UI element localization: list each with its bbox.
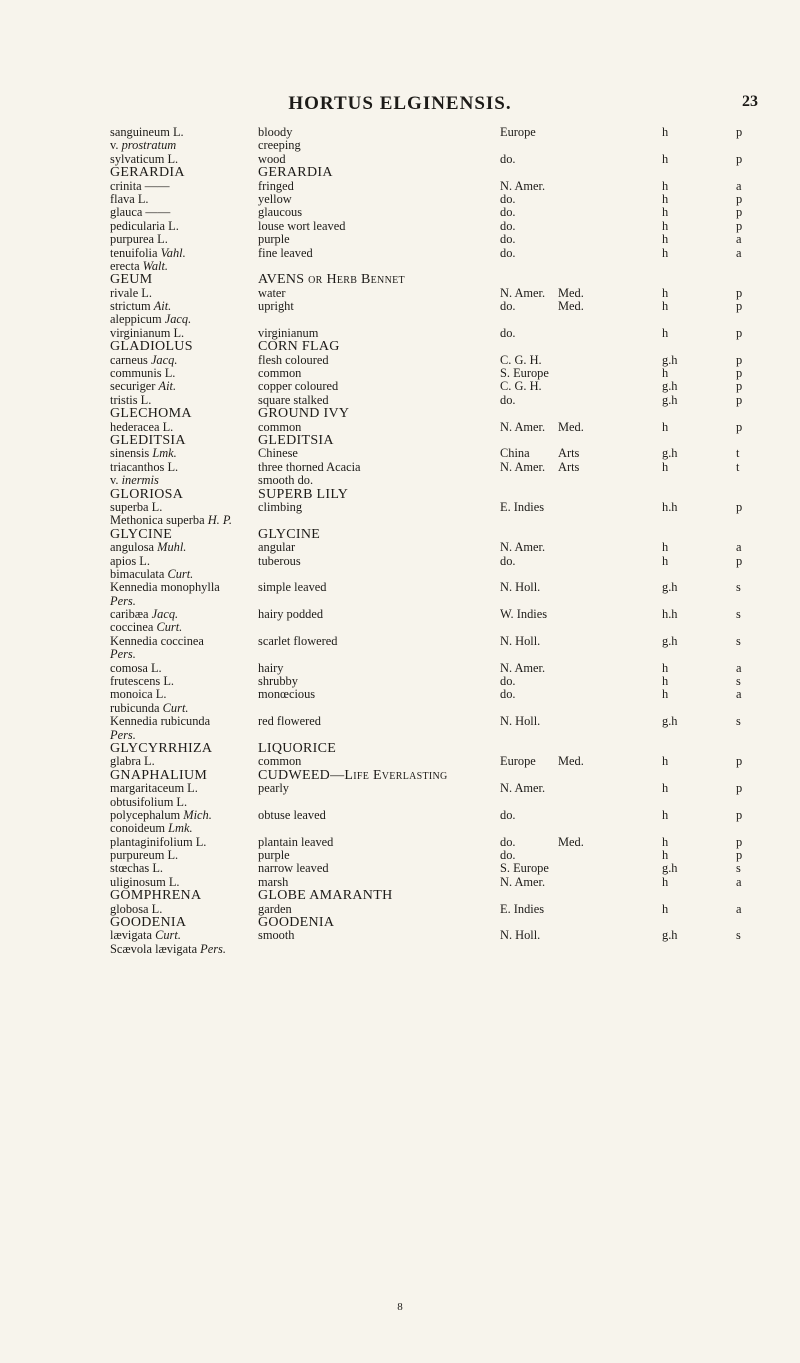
cell-c4: h [662,834,669,849]
table-row [0,260,800,273]
cell-c2: N. Holl. [500,633,541,648]
cell-c1: narrow leaved [258,861,329,876]
cell-c5: p [736,366,743,381]
cell-c5: p [736,834,743,849]
page-title: HORTUS ELGINENSIS. [288,93,512,114]
table-row [0,233,800,246]
table-row [0,943,800,956]
cell-c4: h [662,874,669,889]
cell-c2: N. Amer. [500,781,546,796]
table-row [0,608,800,621]
table-row [0,354,800,367]
cell-c1: angular [258,540,296,555]
cell-c0: GLYCINE [110,526,173,542]
cell-c2: Europe [500,125,536,139]
table-row [0,541,800,554]
cell-c0: rubicunda Curt. [110,700,189,715]
cell-c3: Med. [558,285,584,300]
cell-c2: N. Amer. [500,459,546,474]
cell-c4: g.h [662,352,678,367]
cell-c1: purple [258,848,290,863]
cell-c2: C. G. H. [500,352,542,367]
table-row [0,916,800,929]
cell-c0: carneus Jacq. [110,352,178,367]
cell-c1: louse wort leaved [258,218,346,233]
table-row [0,514,800,527]
cell-c0: securiger Ait. [110,379,177,394]
signature-mark: 8 [397,1301,403,1313]
cell-c2: N. Holl. [500,580,541,595]
cell-c4: h [662,754,669,769]
cell-c0: Pers. [110,647,136,662]
cell-c0: Pers. [110,593,136,608]
table-row [0,929,800,942]
cell-c0: apios L. [110,553,150,568]
cell-c1: copper coloured [258,379,339,394]
cell-c1: square stalked [258,392,329,407]
cell-c4: h [662,325,669,340]
cell-c0: rivale L. [110,285,152,300]
table-row [0,287,800,300]
cell-c4: h [662,299,669,314]
cell-c2: C. G. H. [500,379,542,394]
cell-c4: g.h [662,928,678,943]
cell-c0: plantaginifolium L. [110,834,207,849]
cell-c0: hederacea L. [110,419,174,434]
cell-c5: s [736,714,741,729]
cell-c5: p [736,205,743,220]
cell-c2: N. Amer. [500,419,546,434]
cell-c0: Methonica superba H. P. [110,513,232,528]
table-row [0,220,800,233]
cell-c0: GOMPHRENA [110,888,202,904]
cell-c0: uliginosum L. [110,874,180,889]
cell-c0: GLADIOLUS [110,339,193,355]
cell-c5: p [736,754,743,769]
cell-c1: tuberous [258,553,301,568]
cell-c5: p [736,553,743,568]
table-row [0,180,800,193]
cell-c2: do. [500,299,516,314]
cell-c0: GLEDITSIA [110,432,186,448]
table-row [0,675,800,688]
table-row [0,247,800,260]
cell-c4: h [662,366,669,381]
cell-c0: stœchas L. [110,861,163,876]
table-row [0,166,800,179]
cell-c5: a [736,660,742,675]
cell-c1: virginianum [258,325,319,340]
cell-c0: GEUM [110,272,153,288]
cell-c0: communis L. [110,366,176,381]
cell-c1: smooth [258,928,295,943]
cell-c5: a [736,901,742,916]
cell-c4: h [662,191,669,206]
cell-c4: h [662,178,669,193]
cell-c0: conoideum Lmk. [110,821,193,836]
cell-c5: p [736,392,743,407]
cell-c2: W. Indies [500,607,548,622]
cell-c1: fringed [258,178,294,193]
cell-c5: s [736,861,741,876]
cell-c5: p [736,807,743,822]
table-row [0,327,800,340]
table-row [0,501,800,514]
cell-c0: erecta Walt. [110,258,169,273]
cell-c4: h [662,218,669,233]
cell-c1: obtuse leaved [258,807,326,822]
cell-c1: water [258,285,286,300]
cell-c4: h [662,245,669,260]
cell-c1: climbing [258,499,303,514]
cell-c4: h [662,205,669,220]
cell-c4: g.h [662,392,678,407]
cell-c1: shrubby [258,674,298,689]
table-row [0,126,800,139]
cell-c1: SUPERB LILY [258,486,349,502]
table-row [0,193,800,206]
table-row [0,206,800,219]
cell-c4: g.h [662,446,678,461]
cell-c1: GLEDITSIA [258,432,334,448]
table-row [0,461,800,474]
cell-c5: a [736,540,742,555]
cell-c2: do. [500,325,516,340]
cell-c4: h.h [662,499,678,514]
cell-c0: polycephalum Mich. [110,807,212,822]
cell-c0: glauca —— [110,205,171,220]
cell-c3: Med. [558,834,584,849]
cell-c4: h [662,807,669,822]
cell-c1: monœcious [258,687,316,702]
cell-c0: Scævola lævigata Pers. [110,941,226,956]
table-row [0,340,800,353]
cell-c5: s [736,580,741,595]
table-row [0,139,800,152]
table-row [0,862,800,875]
cell-c1: GLOBE AMARANTH [258,888,393,904]
cell-c2: do. [500,218,516,233]
cell-c0: GLECHOMA [110,406,192,422]
cell-c0: pedicularia L. [110,218,179,233]
cell-c5: s [736,607,741,622]
cell-c4: h [662,285,669,300]
cell-c1: marsh [258,874,289,889]
cell-c2: Europe [500,754,536,769]
cell-c1: simple leaved [258,580,327,595]
cell-c1: plantain leaved [258,834,334,849]
cell-c2: N. Amer. [500,660,546,675]
cell-c5: p [736,781,743,796]
table-row [0,153,800,166]
cell-c5: s [736,633,741,648]
cell-c2: do. [500,834,516,849]
cell-c0: GLYCYRRHIZA [110,740,213,756]
cell-c2: S. Europe [500,366,549,381]
cell-c1: common [258,754,302,769]
cell-c4: h [662,125,669,139]
cell-c2: do. [500,392,516,407]
table-row [0,729,800,742]
cell-c5: p [736,299,743,314]
cell-c0: margaritaceum L. [110,781,198,796]
cell-c0: tristis L. [110,392,152,407]
cell-c1: GERARDIA [258,165,333,181]
cell-c4: h [662,419,669,434]
cell-c0: angulosa Muhl. [110,540,187,555]
cell-c1: wood [258,151,286,166]
cell-c1: hairy podded [258,607,324,622]
cell-c1: yellow [258,191,292,206]
cell-c4: h [662,459,669,474]
cell-c5: p [736,379,743,394]
catalogue-table [0,126,800,956]
cell-c5: t [736,446,740,461]
cell-c0: Kennedia monophylla [110,580,220,595]
cell-c5: p [736,325,743,340]
cell-c1: common [258,419,302,434]
cell-c2: do. [500,674,516,689]
cell-c0: glabra L. [110,754,155,769]
table-row [0,849,800,862]
cell-c2: do. [500,205,516,220]
table-row [0,769,800,782]
cell-c5: p [736,125,743,139]
table-row [0,621,800,634]
cell-c5: s [736,674,741,689]
cell-c1: purple [258,232,290,247]
cell-c1: GLYCINE [258,526,321,542]
cell-c0: bimaculata Curt. [110,566,194,581]
cell-c4: g.h [662,379,678,394]
cell-c2: N. Amer. [500,178,546,193]
cell-c1: GOODENIA [258,915,335,931]
cell-c0: GLORIOSA [110,486,184,502]
cell-c0: comosa L. [110,660,162,675]
cell-c0: obtusifolium L. [110,794,188,809]
cell-c0: Kennedia rubicunda [110,714,211,729]
cell-c1: glaucous [258,205,303,220]
table-row [0,273,800,286]
cell-c1: Chinese [258,446,298,461]
table-row [0,715,800,728]
cell-c4: h [662,901,669,916]
table-row [0,394,800,407]
table-row [0,300,800,313]
cell-c4: g.h [662,580,678,595]
table-row [0,581,800,594]
cell-c2: E. Indies [500,901,545,916]
cell-c0: lævigata Curt. [110,928,181,943]
cell-c0: monoica L. [110,687,167,702]
cell-c2: do. [500,807,516,822]
cell-c5: p [736,218,743,233]
cell-c2: China [500,446,530,461]
cell-c1: GROUND IVY [258,406,350,422]
cell-c1: AVENS or Herb Bennet [258,272,405,288]
cell-c0: GNAPHALIUM [110,767,208,783]
cell-c0: sinensis Lmk. [110,446,177,461]
cell-c2: N. Amer. [500,540,546,555]
cell-c0: globosa L. [110,901,163,916]
cell-c4: h [662,151,669,166]
cell-c1: garden [258,901,292,916]
table-row [0,528,800,541]
cell-c0: Pers. [110,727,136,742]
cell-c2: do. [500,232,516,247]
table-row [0,488,800,501]
cell-c4: h [662,687,669,702]
cell-c2: do. [500,191,516,206]
cell-c0: purpureum L. [110,848,179,863]
table-row [0,876,800,889]
cell-c2: S. Europe [500,861,549,876]
cell-c5: a [736,874,742,889]
cell-c0: triacanthos L. [110,459,179,474]
cell-c4: h [662,848,669,863]
cell-c1: flesh coloured [258,352,329,367]
cell-c0: superba L. [110,499,163,514]
cell-c1: hairy [258,660,284,675]
cell-c1: bloody [258,125,293,139]
cell-c4: h [662,674,669,689]
cell-c1: fine leaved [258,245,313,260]
cell-c0: strictum Ait. [110,299,172,314]
table-row [0,796,800,809]
table-row [0,447,800,460]
table-row [0,474,800,487]
table-row [0,421,800,434]
cell-c5: p [736,352,743,367]
cell-c0: aleppicum Jacq. [110,312,192,327]
cell-c1: upright [258,299,294,314]
cell-c5: a [736,245,742,260]
cell-c2: N. Amer. [500,285,546,300]
cell-c0: GOODENIA [110,915,187,931]
cell-c1: pearly [258,781,289,796]
cell-c2: N. Holl. [500,714,541,729]
table-row [0,809,800,822]
cell-c5: t [736,459,740,474]
cell-c0: GERARDIA [110,165,185,181]
table-row [0,380,800,393]
cell-c3: Arts [558,459,580,474]
table-row [0,662,800,675]
cell-c1: red flowered [258,714,321,729]
cell-c4: g.h [662,633,678,648]
table-row [0,635,800,648]
cell-c4: h.h [662,607,678,622]
cell-c1: scarlet flowered [258,633,338,648]
cell-c0: v. prostratum [110,138,177,153]
table-row [0,742,800,755]
cell-c2: do. [500,151,516,166]
cell-c4: g.h [662,861,678,876]
cell-c3: Med. [558,754,584,769]
cell-c0: frutescens L. [110,674,174,689]
table-row [0,407,800,420]
cell-c5: s [736,928,741,943]
page-number: 23 [742,93,758,110]
cell-c2: do. [500,245,516,260]
cell-c0: virginianum L. [110,325,185,340]
cell-c4: h [662,232,669,247]
cell-c0: v. inermis [110,473,159,488]
cell-c3: Arts [558,446,580,461]
table-row [0,822,800,835]
cell-c1: smooth do. [258,473,314,488]
cell-c2: do. [500,687,516,702]
cell-c1: LIQUORICE [258,740,337,756]
cell-c5: p [736,285,743,300]
cell-c2: do. [500,848,516,863]
cell-c2: do. [500,553,516,568]
table-row [0,702,800,715]
cell-c1: creeping [258,138,301,153]
cell-c5: p [736,848,743,863]
cell-c5: p [736,499,743,514]
table-row [0,889,800,902]
table-row [0,595,800,608]
cell-c5: p [736,419,743,434]
cell-c4: h [662,553,669,568]
table-row [0,836,800,849]
cell-c0: Kennedia coccinea [110,633,204,648]
table-row [0,648,800,661]
cell-c5: a [736,687,742,702]
table-row [0,568,800,581]
table-row [0,367,800,380]
cell-c0: sylvaticum L. [110,151,179,166]
cell-c2: E. Indies [500,499,545,514]
cell-c4: h [662,540,669,555]
cell-c0: coccinea Curt. [110,620,183,635]
table-row [0,755,800,768]
cell-c5: p [736,151,743,166]
cell-c2: N. Amer. [500,874,546,889]
cell-c3: Med. [558,299,584,314]
cell-c0: sanguineum L. [110,125,184,139]
cell-c0: flava L. [110,191,149,206]
cell-c0: tenuifolia Vahl. [110,245,186,260]
table-row [0,434,800,447]
cell-c0: purpurea L. [110,232,168,247]
table-row [0,313,800,326]
table-row [0,903,800,916]
cell-c1: CUDWEED—Life Everlasting [258,767,448,783]
cell-c5: a [736,232,742,247]
cell-c1: CORN FLAG [258,339,340,355]
cell-c4: h [662,781,669,796]
table-row [0,555,800,568]
cell-c0: caribæa Jacq. [110,607,179,622]
cell-c0: crinita —— [110,178,170,193]
table-row [0,782,800,795]
cell-c1: three thorned Acacia [258,459,361,474]
cell-c5: a [736,178,742,193]
cell-c2: N. Holl. [500,928,541,943]
cell-c5: p [736,191,743,206]
cell-c3: Med. [558,419,584,434]
cell-c4: h [662,660,669,675]
table-row [0,688,800,701]
cell-c1: common [258,366,302,381]
cell-c4: g.h [662,714,678,729]
